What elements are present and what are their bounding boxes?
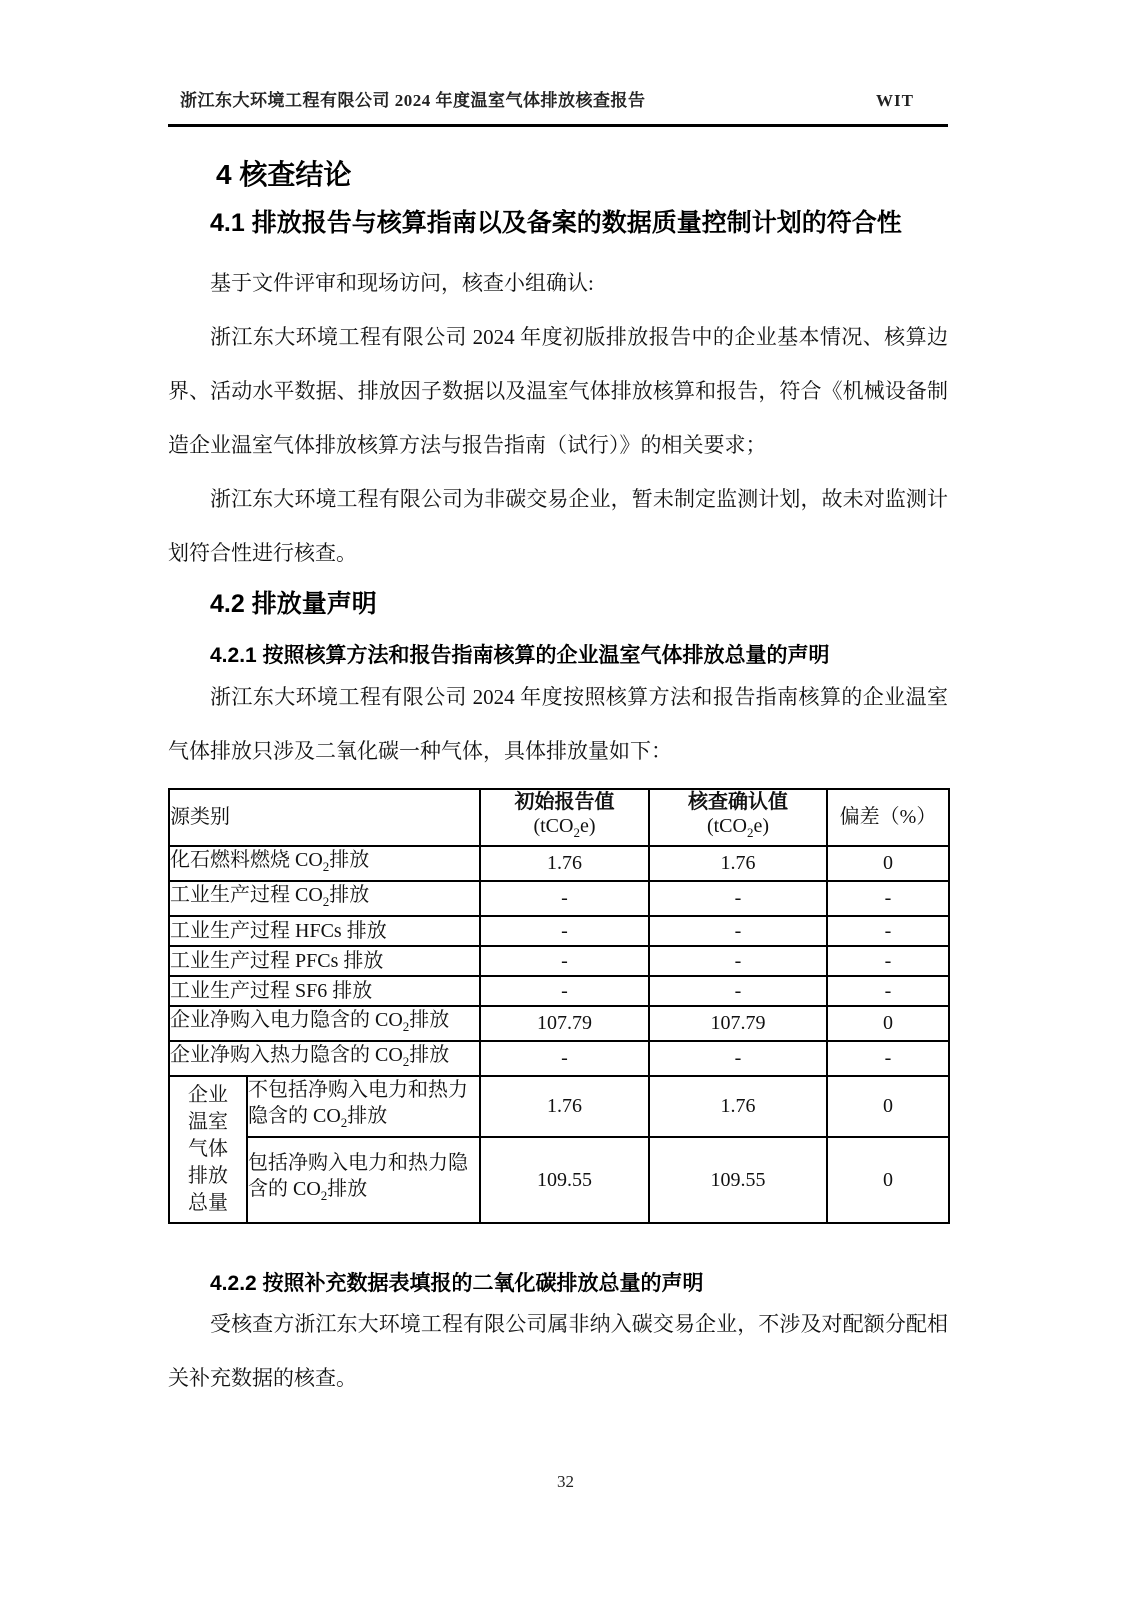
source-label-cell: 化石燃料燃烧 $CO_2$排放 — [169, 846, 480, 881]
initial-value-cell: - — [480, 881, 649, 916]
header-rule — [168, 124, 948, 127]
deviation-value-cell: 0 — [827, 1137, 949, 1223]
page-header — [168, 0, 948, 111]
col-header-initial — [480, 789, 649, 846]
page-footer — [0, 1472, 1131, 1492]
table-row — [169, 916, 949, 946]
col-header-source: 源类别 — [169, 789, 480, 846]
paragraph-4-1-intro: 基于文件评审和现场访问，核查小组确认: — [210, 270, 594, 295]
initial-value-cell: - — [480, 916, 649, 946]
verified-value-cell: 109.55 — [649, 1137, 827, 1223]
col-header-verified-unit: (tCO$_2$e) — [706, 814, 770, 840]
verified-value-cell: - — [649, 916, 827, 946]
col-header-verified — [649, 789, 827, 846]
section-4-2-1-heading: 4.2.1 按照核算方法和报告指南核算的企业温室气体排放总量的声明 — [210, 644, 830, 668]
deviation-value-cell: - — [827, 881, 949, 916]
col-header-initial-unit: (tCO$_2$e) — [533, 814, 596, 840]
source-sublabel-cell: 包括净购入电力和热力隐含的 $CO_2$排放 — [247, 1137, 480, 1223]
initial-value-cell: 1.76 — [480, 846, 649, 881]
source-label-cell: 工业生产过程 HFCs 排放 — [169, 916, 480, 946]
section-4-heading: 4 核查结论 — [216, 159, 352, 190]
header-row — [169, 789, 949, 846]
paragraph-4-2-1: 浙江东大环境工程有限公司 2024 年度按照核算方法和报告指南核算的企业温室气体排放只涉及二氧化碳一种气体，具体排放量如下： — [168, 684, 948, 763]
initial-value-cell: - — [480, 1041, 649, 1076]
deviation-value-cell: 0 — [827, 1076, 949, 1137]
section-4-1-heading: 4.1 排放报告与核算指南以及备案的数据质量控制计划的符合性 — [210, 209, 902, 238]
emissions-table-header — [169, 789, 949, 846]
verified-value-cell: - — [649, 881, 827, 916]
verified-value-cell: 1.76 — [649, 1076, 827, 1137]
initial-value-cell: - — [480, 976, 649, 1006]
initial-value-cell: 107.79 — [480, 1006, 649, 1041]
group-label-text: 企业温室气体排放总量 — [188, 1083, 228, 1214]
group-label-cell — [169, 1076, 247, 1223]
source-label-cell: 工业生产过程 PFCs 排放 — [169, 946, 480, 976]
source-sublabel-cell: 不包括净购入电力和热力隐含的 $CO_2$排放 — [247, 1076, 480, 1137]
header-logo: WIT — [876, 91, 914, 110]
verified-value-cell: - — [649, 976, 827, 1006]
source-label-cell: 企业净购入热力隐含的 $CO_2$排放 — [169, 1041, 480, 1076]
col-header-verified-label: 核查确认值 — [688, 790, 788, 813]
source-label-cell: 工业生产过程 SF6 排放 — [169, 976, 480, 1006]
emissions-table — [168, 788, 950, 1224]
initial-value-cell: 109.55 — [480, 1137, 649, 1223]
emissions-table-body — [169, 846, 949, 1223]
section-4-2-2-heading: 4.2.2 按照补充数据表填报的二氧化碳排放总量的声明 — [210, 1271, 704, 1295]
header-title: 浙江东大环境工程有限公司 2024 年度温室气体排放核查报告 — [180, 91, 646, 110]
verified-value-cell: - — [649, 1041, 827, 1076]
table-row — [169, 846, 949, 881]
paragraph-4-1-finding-2: 浙江东大环境工程有限公司为非碳交易企业，暂未制定监测计划，故未对监测计划符合性进行核查。 — [168, 486, 948, 565]
paragraph-4-2-2: 受核查方浙江东大环境工程有限公司属非纳入碳交易企业，不涉及对配额分配相关补充数据的核查。 — [168, 1311, 948, 1390]
deviation-value-cell: 0 — [827, 1006, 949, 1041]
deviation-value-cell: - — [827, 916, 949, 946]
table-row — [169, 946, 949, 976]
table-row — [169, 881, 949, 916]
table-row — [169, 976, 949, 1006]
verified-value-cell: 107.79 — [649, 1006, 827, 1041]
source-label-cell: 工业生产过程 $CO_2$排放 — [169, 881, 480, 916]
table-row — [169, 1076, 949, 1137]
verified-value-cell: 1.76 — [649, 846, 827, 881]
table-row — [169, 1137, 949, 1223]
col-header-deviation: 偏差（%） — [827, 789, 949, 846]
initial-value-cell: 1.76 — [480, 1076, 649, 1137]
source-label-cell: 企业净购入电力隐含的 $CO_2$排放 — [169, 1006, 480, 1041]
deviation-value-cell: - — [827, 1041, 949, 1076]
page-number: 32 — [557, 1472, 574, 1491]
verified-value-cell: - — [649, 946, 827, 976]
section-4-2-heading: 4.2 排放量声明 — [210, 589, 377, 618]
col-header-initial-label: 初始报告值 — [514, 790, 615, 813]
table-row — [169, 1006, 949, 1041]
paragraph-4-1-finding-1: 浙江东大环境工程有限公司 2024 年度初版排放报告中的企业基本情况、核算边界、活动水平数据、排放因子数据以及温室气体排放核算和报告，符合《机械设备制造企业温室气体排放核算方法与报告指南（试行）》的相关要求； — [168, 324, 948, 457]
deviation-value-cell: - — [827, 976, 949, 1006]
table-row — [169, 1041, 949, 1076]
initial-value-cell: - — [480, 946, 649, 976]
deviation-value-cell: - — [827, 946, 949, 976]
deviation-value-cell: 0 — [827, 846, 949, 881]
